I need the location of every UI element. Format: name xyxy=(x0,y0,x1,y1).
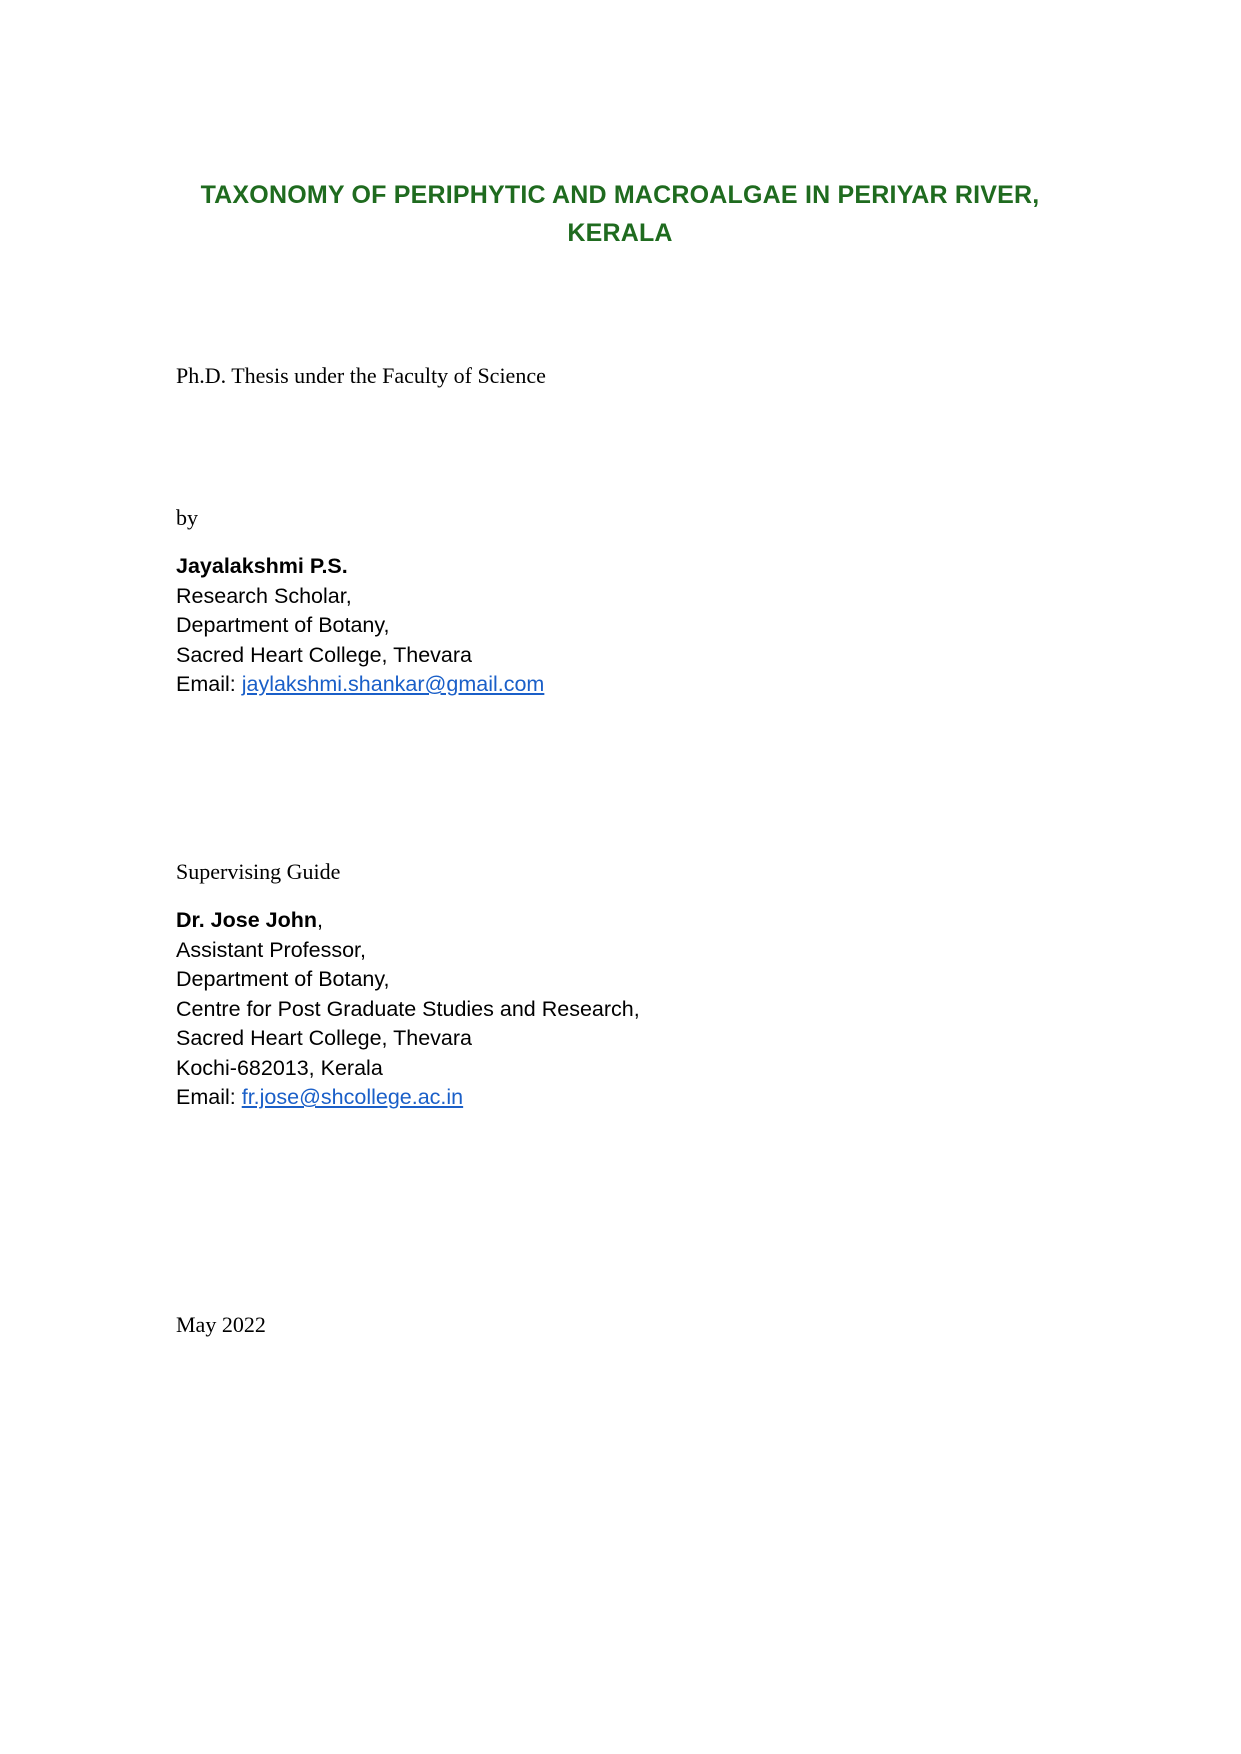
guide-email-line xyxy=(176,1083,640,1113)
author-email-label: Email: xyxy=(176,672,242,696)
guide-email-label: Email: xyxy=(176,1085,242,1109)
guide-name-line xyxy=(176,906,640,936)
guide-block xyxy=(176,906,640,1113)
thesis-title xyxy=(150,176,1090,252)
thesis-title-line-1: TAXONOMY OF PERIPHYTIC AND MACROALGAE IN PERIYAR RIVER, xyxy=(200,181,1040,209)
guide-institution: Sacred Heart College, Thevara xyxy=(176,1026,472,1050)
guide-role: Assistant Professor, xyxy=(176,937,366,962)
author-department: Department of Botany, xyxy=(176,613,390,637)
author-email-link[interactable]: jaylakshmi.shankar@gmail.com xyxy=(241,672,545,696)
guide-address: Kochi-682013, Kerala xyxy=(176,1055,383,1080)
guide-department: Department of Botany, xyxy=(176,967,390,991)
guide-centre: Centre for Post Graduate Studies and Research, xyxy=(176,996,640,1021)
author-email-line xyxy=(176,670,544,700)
supervising-guide-label: Supervising Guide xyxy=(176,859,341,884)
thesis-statement: Ph.D. Thesis under the Faculty of Science xyxy=(176,363,546,388)
guide-email-link[interactable]: fr.jose@shcollege.ac.in xyxy=(241,1085,464,1109)
thesis-date: May 2022 xyxy=(176,1312,266,1337)
by-label: by xyxy=(176,505,198,530)
guide-name: Dr. Jose John xyxy=(176,908,317,932)
author-role: Research Scholar, xyxy=(176,583,352,608)
author-name: Jayalakshmi P.S. xyxy=(176,554,348,578)
author-block xyxy=(176,552,544,700)
author-institution: Sacred Heart College, Thevara xyxy=(176,642,472,667)
thesis-title-line-2: KERALA xyxy=(567,219,673,247)
guide-name-suffix: , xyxy=(317,908,323,932)
